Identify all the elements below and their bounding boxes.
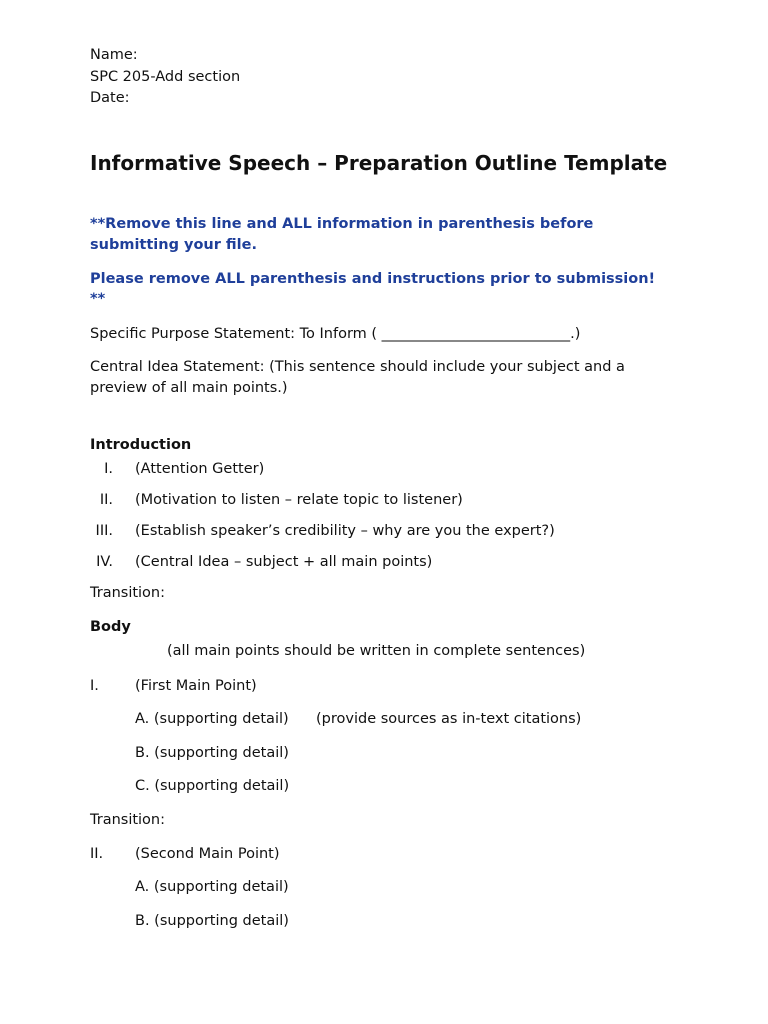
main-point-2-text: (Second Main Point) (135, 846, 280, 862)
transition-1: Transition: (90, 585, 166, 601)
citation-note: (provide sources as in-text citations) (316, 711, 582, 727)
point-1-sub-b: B. (supporting detail) (135, 745, 289, 761)
notice-line-2b: ** (90, 291, 106, 307)
notice-line-1b: submitting your file. (90, 237, 257, 253)
central-idea-line-2: preview of all main points.) (90, 380, 288, 396)
intro-item-4-number: IV. (96, 554, 113, 570)
intro-item-1-number: I. (104, 461, 113, 477)
date-line: Date: (90, 90, 130, 106)
main-point-2-number: II. (90, 846, 104, 862)
notice-line-1a: **Remove this line and ALL information in parenthesis before (90, 216, 594, 232)
main-point-1-text: (First Main Point) (135, 678, 257, 694)
notice-line-2a: Please remove ALL parenthesis and instructions prior to submission! (90, 271, 656, 287)
intro-item-1-text: (Attention Getter) (135, 461, 265, 477)
point-1-sub-c: C. (supporting detail) (135, 778, 290, 794)
intro-item-2-number: II. (99, 492, 113, 508)
intro-item-3-text: (Establish speaker’s credibility – why are you the expert?) (135, 523, 555, 539)
central-idea-line-1: Central Idea Statement: (This sentence should include your subject and a (90, 359, 625, 375)
transition-2: Transition: (90, 812, 166, 828)
intro-item-3-number: III. (95, 523, 113, 539)
intro-item-4-text: (Central Idea – subject + all main points) (135, 554, 433, 570)
body-heading: Body (90, 619, 131, 635)
point-2-sub-a: A. (supporting detail) (135, 879, 289, 895)
specific-purpose-statement: Specific Purpose Statement: To Inform ( __________________________.) (90, 326, 581, 342)
name-line: Name: (90, 47, 138, 63)
introduction-heading: Introduction (90, 437, 192, 453)
body-note: (all main points should be written in complete sentences) (167, 643, 586, 659)
point-1-sub-a: A. (supporting detail) (135, 711, 289, 727)
intro-item-2-text: (Motivation to listen – relate topic to listener) (135, 492, 463, 508)
page-title: Informative Speech – Preparation Outline Template (90, 151, 668, 175)
course-line: SPC 205-Add section (90, 69, 241, 85)
main-point-1-number: I. (90, 678, 99, 694)
point-2-sub-b: B. (supporting detail) (135, 913, 289, 929)
